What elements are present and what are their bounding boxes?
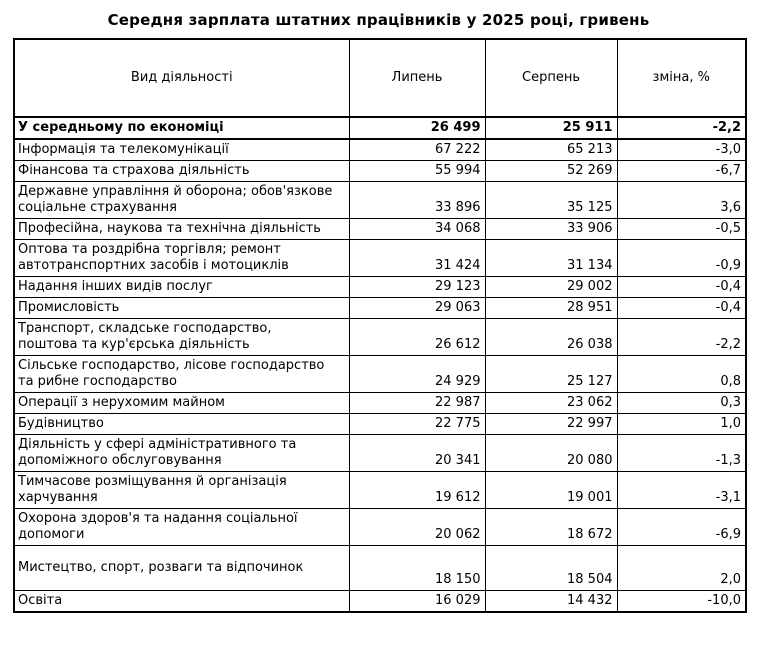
august-value: 18 504 [485, 546, 617, 591]
activity-cell: Надання інших видів послуг [14, 277, 349, 298]
salary-table [13, 38, 747, 613]
activity-cell: Інформація та телекомунікації [14, 139, 349, 161]
july-value: 29 063 [349, 298, 485, 319]
change-value: -0,4 [617, 298, 746, 319]
august-value: 52 269 [485, 161, 617, 182]
july-value: 34 068 [349, 219, 485, 240]
july-value: 18 150 [349, 546, 485, 591]
activity-cell: Транспорт, складське господарство, поштова та кур'єрська діяльність [14, 319, 349, 356]
table-row [14, 182, 746, 219]
column-header-august: Серпень [485, 39, 617, 117]
column-header-activity: Вид діяльності [14, 39, 349, 117]
activity-cell: Сільське господарство, лісове господарство та рибне господарство [14, 356, 349, 393]
august-value: 20 080 [485, 435, 617, 472]
august-value: 19 001 [485, 472, 617, 509]
table-header [14, 39, 746, 117]
july-value: 20 062 [349, 509, 485, 546]
table-row [14, 435, 746, 472]
change-value: -6,9 [617, 509, 746, 546]
change-value: -0,5 [617, 219, 746, 240]
activity-cell: Мистецтво, спорт, розваги та відпочинок [14, 546, 349, 591]
july-value: 16 029 [349, 591, 485, 613]
august-value: 14 432 [485, 591, 617, 613]
july-value: 33 896 [349, 182, 485, 219]
table-row [14, 414, 746, 435]
column-header-july: Липень [349, 39, 485, 117]
change-value: 0,3 [617, 393, 746, 414]
table-row [14, 117, 746, 139]
table-body [14, 117, 746, 612]
table-row [14, 161, 746, 182]
august-value: 23 062 [485, 393, 617, 414]
activity-cell: Тимчасове розміщування й організація харчування [14, 472, 349, 509]
change-value: 3,6 [617, 182, 746, 219]
table-row [14, 319, 746, 356]
activity-cell: Оптова та роздрібна торгівля; ремонт автотранспортних засобів і мотоциклів [14, 240, 349, 277]
change-value: -1,3 [617, 435, 746, 472]
august-value: 35 125 [485, 182, 617, 219]
july-value: 55 994 [349, 161, 485, 182]
column-header-change: зміна, % [617, 39, 746, 117]
change-value: 2,0 [617, 546, 746, 591]
change-value: 1,0 [617, 414, 746, 435]
activity-cell: Фінансова та страхова діяльність [14, 161, 349, 182]
august-value: 28 951 [485, 298, 617, 319]
august-value: 22 997 [485, 414, 617, 435]
table-row [14, 240, 746, 277]
august-value: 26 038 [485, 319, 617, 356]
table-row [14, 546, 746, 591]
activity-cell: Освіта [14, 591, 349, 613]
change-value: -3,0 [617, 139, 746, 161]
july-value: 26 612 [349, 319, 485, 356]
table-row [14, 277, 746, 298]
page-title: Середня зарплата штатних працівників у 2025 році, гривень [107, 11, 650, 29]
change-value: 0,8 [617, 356, 746, 393]
august-value: 65 213 [485, 139, 617, 161]
july-value: 22 987 [349, 393, 485, 414]
july-value: 20 341 [349, 435, 485, 472]
activity-cell: Діяльність у сфері адміністративного та допоміжного обслуговування [14, 435, 349, 472]
change-value: -3,1 [617, 472, 746, 509]
august-value: 33 906 [485, 219, 617, 240]
activity-cell: Операції з нерухомим майном [14, 393, 349, 414]
activity-cell: Державне управління й оборона; обов'язкове соціальне страхування [14, 182, 349, 219]
table-row [14, 472, 746, 509]
august-value: 29 002 [485, 277, 617, 298]
header-row [14, 39, 746, 117]
change-value: -2,2 [617, 319, 746, 356]
july-value: 31 424 [349, 240, 485, 277]
activity-cell: Будівництво [14, 414, 349, 435]
july-value: 24 929 [349, 356, 485, 393]
change-value: -2,2 [617, 117, 746, 139]
activity-cell: Професійна, наукова та технічна діяльність [14, 219, 349, 240]
table-row [14, 139, 746, 161]
august-value: 31 134 [485, 240, 617, 277]
activity-cell: Охорона здоров'я та надання соціальної допомоги [14, 509, 349, 546]
july-value: 26 499 [349, 117, 485, 139]
table-row [14, 509, 746, 546]
activity-cell: У середньому по економіці [14, 117, 349, 139]
july-value: 29 123 [349, 277, 485, 298]
august-value: 25 911 [485, 117, 617, 139]
table-row [14, 591, 746, 613]
august-value: 18 672 [485, 509, 617, 546]
july-value: 67 222 [349, 139, 485, 161]
change-value: -0,9 [617, 240, 746, 277]
july-value: 19 612 [349, 472, 485, 509]
change-value: -10,0 [617, 591, 746, 613]
table-row [14, 393, 746, 414]
august-value: 25 127 [485, 356, 617, 393]
table-row [14, 298, 746, 319]
activity-cell: Промисловість [14, 298, 349, 319]
table-row [14, 219, 746, 240]
july-value: 22 775 [349, 414, 485, 435]
change-value: -6,7 [617, 161, 746, 182]
table-row [14, 356, 746, 393]
change-value: -0,4 [617, 277, 746, 298]
